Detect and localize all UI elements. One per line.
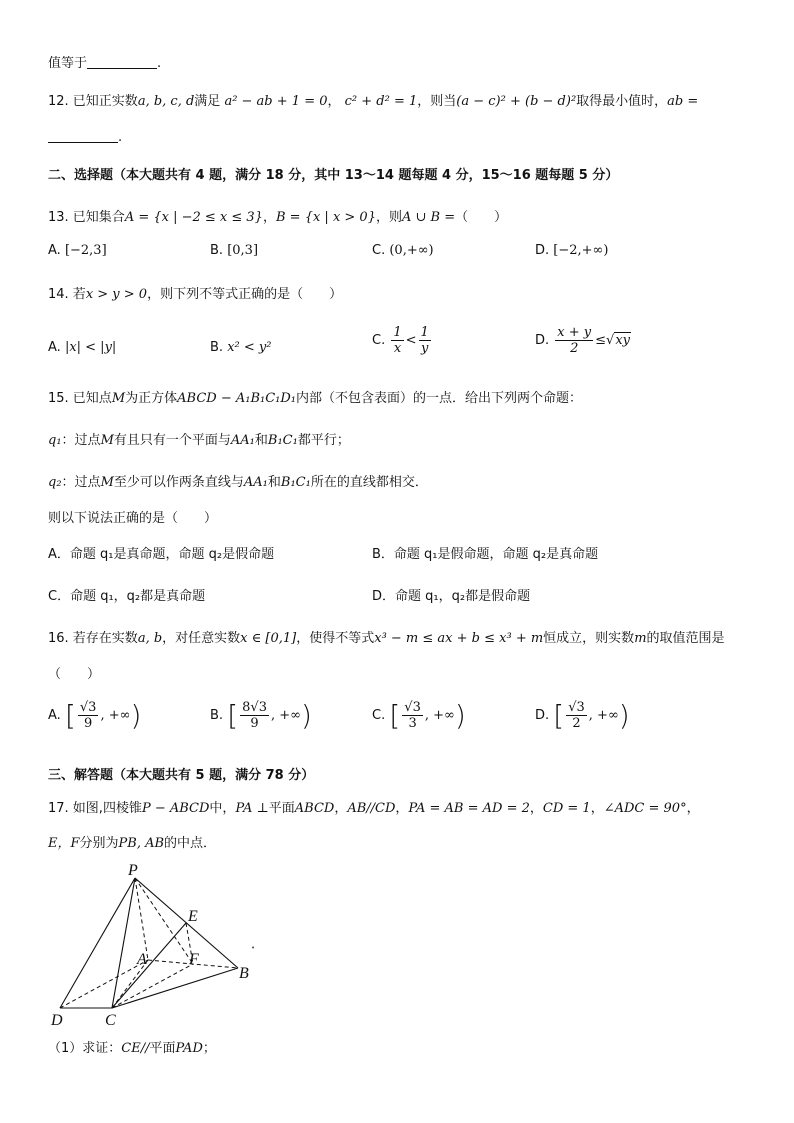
q13-option-b[interactable]: B. [0,3]	[210, 243, 259, 258]
q16-paren: （ ）	[48, 667, 101, 682]
q15-option-d[interactable]: D．命题 q₁，q₂都是假命题	[372, 589, 531, 604]
q15-proposition-q1: q₁：过点M有且只有一个平面与AA₁和B₁C₁都平行；	[48, 433, 350, 448]
q17-stem-line2: E，F分别为PB, AB的中点．	[48, 836, 217, 851]
pyramid-figure	[40, 860, 270, 1032]
q12-line1: 12. 已知正实数a, b, c, d满足 a² − ab + 1 = 0， c² + d² = 1，则当(a − c)² + (b − d)²取得最小值时，ab =	[48, 94, 699, 109]
section2-title: 二、选择题（本大题共有 4 题，满分 18 分，其中 13～14 题每题 4 分，15～16 题每题 5 分）	[48, 168, 619, 183]
q16-stem: 16. 若存在实数a, b，对任意实数x ∈ [0,1]，使得不等式x³ − m ≤ ax + b ≤ x³ + m恒成立，则实数m的取值范围是	[48, 631, 725, 646]
label-E: E	[188, 908, 198, 925]
q17-part1: （1）求证：CE//平面PAD；	[48, 1041, 216, 1056]
q15-option-c[interactable]: C．命题 q₁，q₂都是真命题	[48, 589, 206, 604]
label-B: B	[239, 965, 249, 982]
q15-proposition-q2: q₂：过点M至少可以作两条直线与AA₁和B₁C₁所在的直线都相交．	[48, 475, 428, 490]
fraction: $\frac{1}{y}$	[420, 325, 429, 356]
label-P: P	[128, 862, 138, 879]
answer-blank	[87, 54, 157, 69]
q14-option-d[interactable]: D. $\frac{x + y}{2}$ ≤√xy	[535, 325, 631, 356]
q14-option-c[interactable]: C. $\frac{1}{x}$ < $\frac{1}{y}$	[372, 325, 429, 356]
q16-option-a[interactable]: A. [ $\frac{√3}{9}$ , +∞)	[48, 699, 142, 732]
label-A: A	[137, 951, 147, 968]
sqrt-sign: √xy	[606, 333, 631, 348]
fraction: $\frac{√3}{9}$	[79, 700, 97, 731]
q13-option-a[interactable]: A. [−2,3]	[48, 243, 107, 258]
q16-option-d[interactable]: D. [ $\frac{√3}{2}$ , +∞)	[535, 699, 630, 732]
label-F: F	[189, 951, 199, 968]
q15-option-b[interactable]: B．命题 q₁是假命题，命题 q₂是真命题	[372, 547, 599, 562]
fraction: $\frac{√3}{2}$	[568, 700, 585, 731]
q12-line2: .	[48, 128, 122, 148]
prev-tail-text: 值等于	[48, 56, 88, 71]
q17-stem-line1: 17. 如图,四棱锥P − ABCD中，PA ⊥平面ABCD，AB//CD，PA = AB = AD = 2，CD = 1，∠ADC = 90°，	[48, 801, 700, 816]
segment-CE	[112, 923, 186, 1008]
fraction: $\frac{√3}{3}$	[404, 700, 421, 731]
q13-option-d[interactable]: D. [−2,+∞)	[535, 243, 609, 258]
q13-stem: 13. 已知集合A = {x | −2 ≤ x ≤ 3}，B = {x | x > 0}，则A ∪ B =（ ）	[48, 210, 508, 225]
section3-title: 三、解答题（本大题共有 5 题，满分 78 分）	[48, 768, 315, 783]
fraction: $\frac{x + y}{2}$	[557, 325, 592, 356]
q16-option-c[interactable]: C. [ $\frac{√3}{3}$ , +∞)	[372, 699, 466, 732]
q14-option-a[interactable]: A. |x| < |y|	[48, 340, 117, 355]
q14-option-b[interactable]: B. x² < y²	[210, 340, 272, 355]
edge-PA	[135, 878, 148, 960]
q15-ask: 则以下说法正确的是（ ）	[48, 511, 218, 526]
answer-blank	[48, 128, 118, 143]
prev-question-tail: 值等于 .	[48, 56, 162, 71]
label-D: D	[51, 1012, 63, 1029]
fraction: $\frac{8√3}{9}$	[242, 700, 267, 731]
q15-stem: 15. 已知点M为正方体ABCD − A₁B₁C₁D₁内部（不包含表面）的一点．给出下列两个命题：	[48, 391, 583, 406]
q13-option-c[interactable]: C. (0,+∞)	[372, 243, 434, 258]
q16-option-b[interactable]: B. [ $\frac{8√3}{9}$ , +∞)	[210, 699, 312, 732]
label-C: C	[105, 1012, 116, 1029]
fraction: $\frac{1}{x}$	[393, 325, 402, 356]
stray-mark: •	[251, 944, 256, 952]
q14-stem: 14. 若x > y > 0，则下列不等式正确的是（ ）	[48, 287, 343, 302]
q15-option-a[interactable]: A．命题 q₁是真命题，命题 q₂是假命题	[48, 547, 275, 562]
